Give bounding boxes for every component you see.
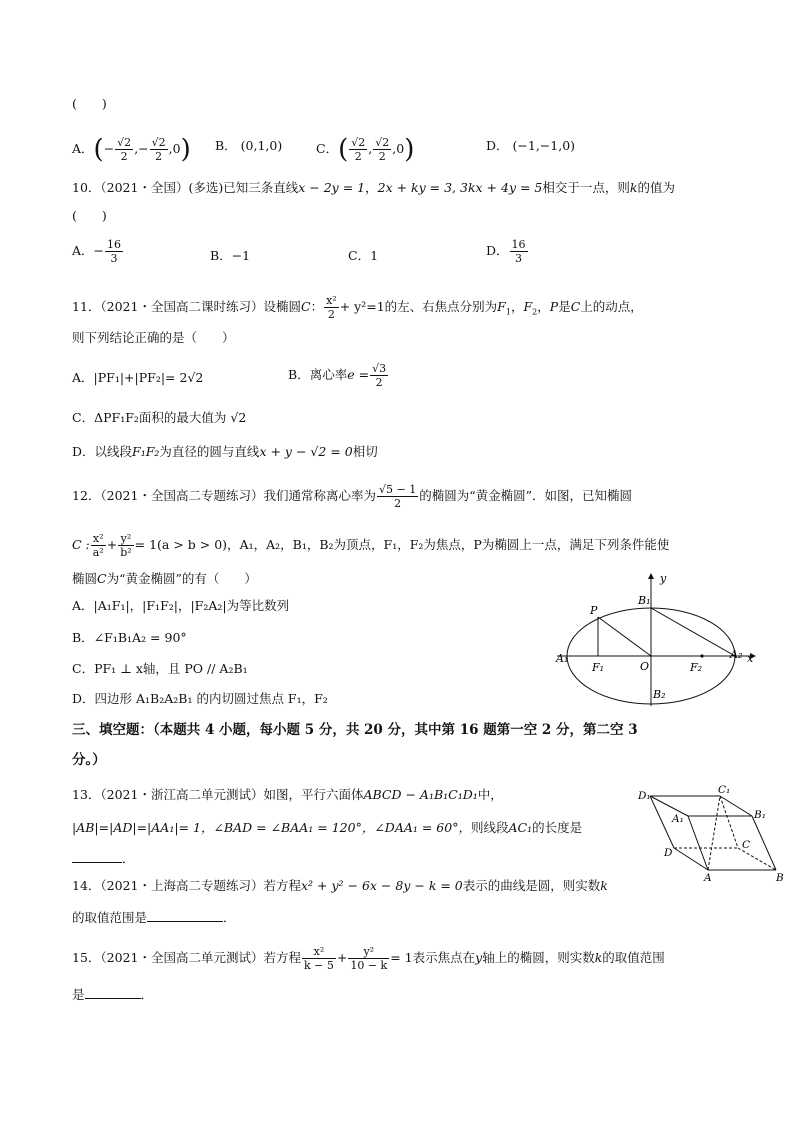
fig2-label-a1: A₁ [672, 813, 684, 825]
fig2-label-d1: D₁ [638, 790, 651, 802]
q12-option-a: A．|A₁F₁|，|F₁F₂|，|F₂A₂|为等比数列 [72, 598, 290, 613]
fig2-label-b1: B₁ [754, 809, 766, 821]
q12-line2: C : $\frac{\text{x²}}{\text{a²}}$ + $\frac{\text{y²}}{\text{b²}}$ = 1(a > b > 0)，A₁，A₂，B₁，B₂为顶点，F₁，F₂为焦点，P为椭圆上一点，满足下列条件能使 [72, 532, 670, 559]
q11-option-c: C．ΔPF₁F₂面积的最大值为 √2 [72, 410, 247, 425]
parallelepiped-figure [632, 782, 788, 886]
q13-stem: 13．（2021・浙江高二单元测试）如图，平行六面体ABCD − A₁B₁C₁D₁中， [72, 787, 503, 802]
fig1-label-p: P [590, 604, 598, 617]
section3-title: 三、填空题：（本题共 4 小题，每小题 5 分，共 20 分，其中第 16 题第一空 2 分，第二空 3 [72, 722, 638, 738]
q10-option-d: D． $\frac{16}{3}$ [486, 238, 526, 265]
section3-title-line2: 分。） [72, 752, 106, 768]
fig1-label-y: y [660, 572, 667, 585]
fig1-label-b1: B₁ [638, 594, 651, 607]
fig2-label-b: B [776, 872, 784, 884]
q9-option-a-label: A． [72, 141, 94, 156]
q11-option-a: A．|PF₁|+|PF₂|= 2√2 [72, 370, 204, 385]
fig2-label-a: A [704, 872, 712, 884]
fig1-label-x: x [747, 652, 754, 665]
q9-option-b-text: (0,1,0) [240, 138, 283, 153]
fig2-label-d: D [664, 847, 673, 859]
fig1-label-f2: F₂ [690, 661, 703, 674]
q11-line2: 则下列结论正确的是（ ） [72, 330, 235, 345]
q13-answer-blank[interactable] [72, 850, 122, 863]
q14-stem: 14．（2021・上海高二专题练习）若方程x² + y² − 6x − 8y − k = 0表示的曲线是圆，则实数k [72, 878, 608, 893]
q9-option-d-text: (−1,−1,0) [512, 138, 576, 153]
q10-source: （2021・全国） [100, 180, 189, 195]
q12-option-b: B．∠F₁B₁A₂ = 90° [72, 630, 187, 645]
q9-option-a: A．(− $\frac{√2}{2}$ ,− $\frac{√2}{2}$ ,0) [72, 134, 191, 165]
q10-stem: 10．（2021・全国）(多选)已知三条直线x − 2y = 1，2x + ky = 3, 3kx + 4y = 5相交于一点，则k的值为 [72, 180, 675, 195]
q9-option-d-label: D． [486, 138, 509, 153]
q9-option-c: C．( $\frac{√2}{2}$ , $\frac{√2}{2}$ ,0) [316, 134, 415, 165]
q14-line2: 的取值范围是 ． [72, 910, 236, 925]
q13-answer-line: ． [72, 850, 135, 867]
q10-option-c: C．1 [348, 248, 379, 263]
q10-option-a: A．− $\frac{16}{3}$ [72, 238, 122, 265]
q11-stem: 11．（2021・全国高二课时练习）设椭圆C： $\frac{\text{x²}}{2}$ + y²=1的左、右焦点分别为$F_1$，$F_2$，P是C上的动点， [72, 294, 643, 321]
ellipse-figure [552, 570, 762, 710]
q9-option-d [486, 138, 575, 154]
q10-option-b: B．−1 [210, 248, 251, 263]
fig1-label-b2: B₂ [653, 688, 666, 701]
q9-option-b-label: B． [215, 138, 237, 153]
q15-line2: 是 ． [72, 987, 154, 1002]
q9-option-b [215, 138, 282, 154]
q11-option-d: D．以线段F₁F₂为直径的圆与直线x + y − √2 = 0相切 [72, 444, 378, 459]
q9-bracket: ( ) [72, 96, 107, 111]
q9-option-c-label: C． [316, 141, 339, 156]
q12-line3: 椭圆C为“黄金椭圆”的有（ ） [72, 571, 257, 586]
fig1-label-f1: F₁ [592, 661, 605, 674]
q15-answer-blank[interactable] [85, 986, 141, 999]
fig1-label-a2: A₂ [730, 648, 743, 661]
q10-bracket: ( ) [72, 208, 107, 223]
q12-stem: 12．（2021・全国高二专题练习）我们通常称离心率为 $\frac{√5 - 1}{2}$ 的椭圆为“黄金椭圆”．如图，已知椭圆 [72, 483, 632, 510]
fig2-label-c: C [742, 839, 751, 851]
fig1-label-a1: A₁ [556, 652, 569, 665]
q13-line2: |AB|=|AD|=|AA₁|= 1，∠BAD = ∠BAA₁ = 120°，∠DAA₁ = 60°，则线段AC₁的长度是 [72, 820, 583, 835]
q14-answer-blank[interactable] [147, 909, 223, 922]
q12-option-c: C．PF₁ ⊥ x轴，且 PO // A₂B₁ [72, 661, 248, 676]
fig2-label-c1: C₁ [718, 784, 731, 796]
q15-stem: 15．（2021・全国高二单元测试）若方程 $\frac{\text{x²}}{k - 5}$ + $\frac{\text{y²}}{10 - k}$ = 1表示焦点在y轴上的椭圆，则实数k的取值范围 [72, 945, 665, 972]
q12-option-d: D．四边形 A₁B₂A₂B₁ 的内切圆过焦点 F₁，F₂ [72, 691, 328, 706]
fig1-label-o: O [640, 660, 650, 673]
q10-tag: (多选) [188, 180, 224, 195]
q11-option-b: B．离心率e = $\frac{√3}{2}$ [288, 362, 387, 389]
q10-number: 10． [72, 180, 101, 195]
